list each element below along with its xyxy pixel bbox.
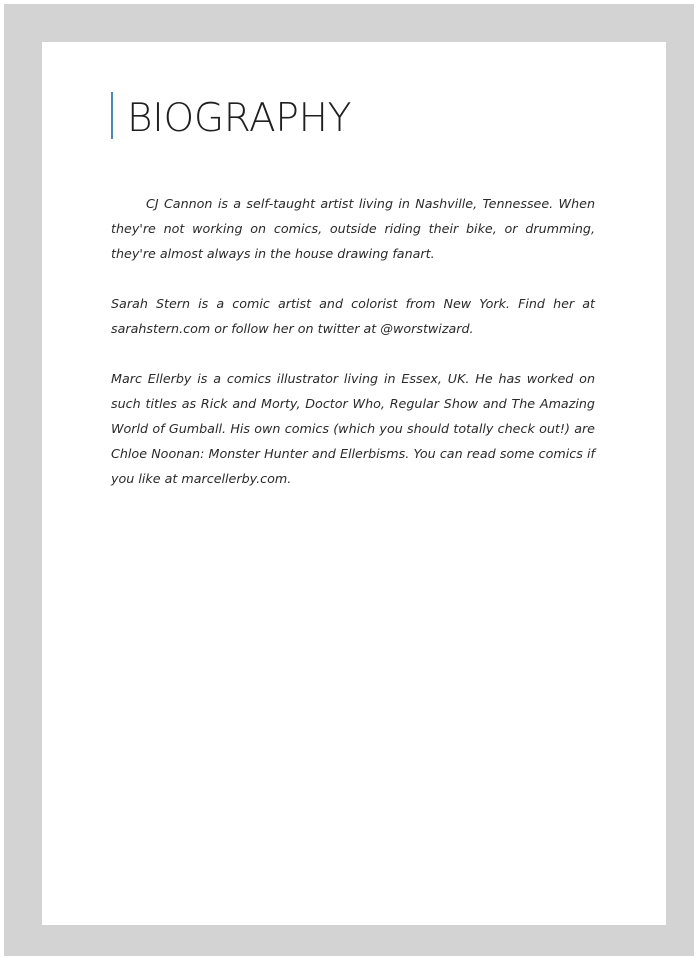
biography-paragraph-sarah-stern: Sarah Stern is a comic artist and colorist from New York. Find her at sarahstern.com or follow her on twitter at @worstwizard. bbox=[111, 296, 595, 336]
heading-block bbox=[111, 92, 351, 139]
biography-paragraph-cj-cannon: CJ Cannon is a self-taught artist living in Nashville, Tennessee. When they're not working on comics, outside riding their bike, or drumming, they're almost always in the house drawing fanart. bbox=[111, 196, 595, 261]
page-frame bbox=[4, 4, 694, 956]
biography-body bbox=[111, 191, 595, 516]
biography-paragraph-marc-ellerby: Marc Ellerby is a comics illustrator living in Essex, UK. He has worked on such titles as Rick and Morty, Doctor Who, Regular Show and The Amazing World of Gumball. His own comics (which you should totally check out!) are Chloe Noonan: Monster Hunter and Ellerbisms. You can read some comics if you like at marcellerby.com. bbox=[111, 371, 595, 486]
document-page bbox=[42, 42, 666, 925]
page-title: BIOGRAPHY bbox=[127, 96, 352, 141]
